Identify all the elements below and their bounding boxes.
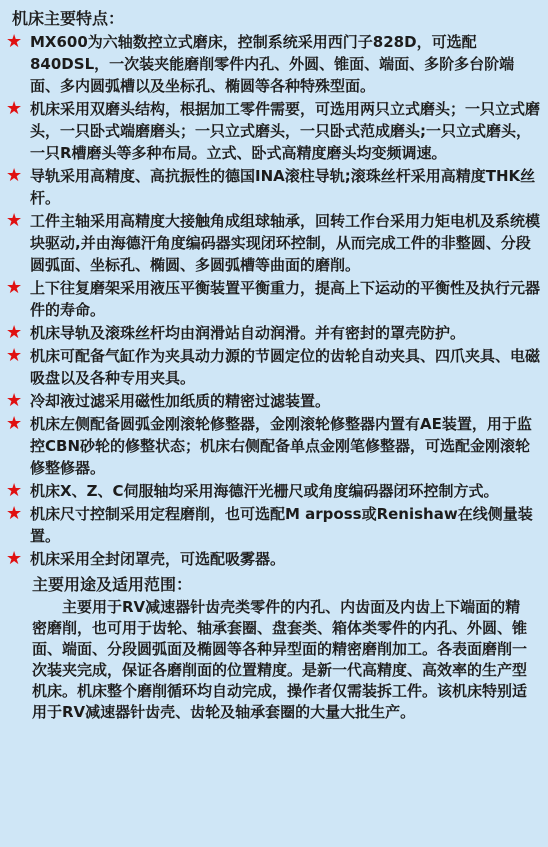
feature-item (6, 210, 542, 276)
feature-item (6, 548, 542, 570)
feature-item (6, 31, 542, 97)
feature-item (6, 345, 542, 389)
features-title: 机床主要特点： (12, 9, 125, 28)
feature-item (6, 390, 542, 412)
feature-item (6, 322, 542, 344)
star-icon: ★ (6, 210, 23, 231)
feature-text: 机床采用全封闭罩壳，可选配吸雾器。 (30, 550, 286, 568)
feature-text: MX600为六轴数控立式磨床，控制系统采用西门子828D，可选配840DSL，一次装夹能磨削零件内孔、外圆、锥面、端面、多阶多台阶端面、多内圆弧槽以及坐标孔、椭圆等各种特殊型面。 (30, 33, 515, 95)
feature-item (6, 165, 542, 209)
feature-text: 机床左侧配备圆弧金刚滚轮修整器，金刚滚轮修整器内置有AE装置，用于监控CBN砂轮的修整状态；机床右侧配备单点金刚笔修整器，可选配金刚滚轮修整修器。 (30, 415, 532, 477)
feature-text: 机床采用双磨头结构，根据加工零件需要，可选用两只立式磨头；一只立式磨头，一只卧式端磨磨头；一只立式磨头，一只卧式范成磨头;一只立式磨头，一只R槽磨头等多种布局。立式、卧式高精度磨头均变频调速。 (30, 100, 541, 162)
feature-list (6, 31, 542, 570)
feature-text: 机床可配备气缸作为夹具动力源的节圆定位的齿轮自动夹具、四爪夹具、电磁吸盘以及各种专用夹具。 (30, 347, 541, 387)
feature-item (6, 503, 542, 547)
usage-paragraph: 主要用于RV减速器针齿壳类零件的内孔、内齿面及内齿上下端面的精密磨削，也可用于齿轮、轴承套圈、盘套类、箱体类零件的内孔、外圆、锥面、端面、分段圆弧面及椭圆等各种异型面的精密磨削加工。各表面磨削一次装夹完成，保证各磨削面的位置精度。是新一代高精度、高效率的生产型机床。机床整个磨削循环均自动完成，操作者仅需装拆工件。该机床特别适用于RV减速器针齿壳、齿轮及轴承套圈的大量大批生产。 (32, 598, 528, 721)
star-icon: ★ (6, 390, 23, 411)
feature-item (6, 480, 542, 502)
usage-title: 主要用途及适用范围： (32, 575, 193, 594)
feature-item (6, 98, 542, 164)
star-icon: ★ (6, 277, 23, 298)
feature-item (6, 413, 542, 479)
feature-text: 机床导轨及滚珠丝杆均由润滑站自动润滑。并有密封的罩壳防护。 (30, 324, 466, 342)
star-icon: ★ (6, 548, 23, 569)
feature-item (6, 277, 542, 321)
star-icon: ★ (6, 98, 23, 119)
star-icon: ★ (6, 31, 23, 52)
feature-text: 机床X、Z、C伺服轴均采用海德汗光栅尺或角度编码器闭环控制方式。 (30, 482, 499, 500)
star-icon: ★ (6, 165, 23, 186)
feature-text: 机床尺寸控制采用定程磨削，也可选配M arposs或Renishaw在线侧量装置。 (30, 505, 533, 545)
star-icon: ★ (6, 345, 23, 366)
feature-text: 工件主轴采用高精度大接触角成组球轴承，回转工作台采用力矩电机及系统模块驱动,并由海德汗角度编码器实现闭环控制，从而完成工件的非整圆、分段圆弧面、坐标孔、椭圆、多圆弧槽等曲面的磨削。 (30, 212, 541, 274)
star-icon: ★ (6, 480, 23, 501)
star-icon: ★ (6, 413, 23, 434)
star-icon: ★ (6, 322, 23, 343)
feature-text: 上下往复磨架采用液压平衡装置平衡重力，提高上下运动的平衡性及执行元器件的寿命。 (30, 279, 541, 319)
feature-text: 导轨采用高精度、高抗振性的德国INA滚柱导轨;滚珠丝杆采用高精度THK丝杆。 (30, 167, 536, 207)
star-icon: ★ (6, 503, 23, 524)
feature-text: 冷却液过滤采用磁性加纸质的精密过滤装置。 (30, 392, 331, 410)
